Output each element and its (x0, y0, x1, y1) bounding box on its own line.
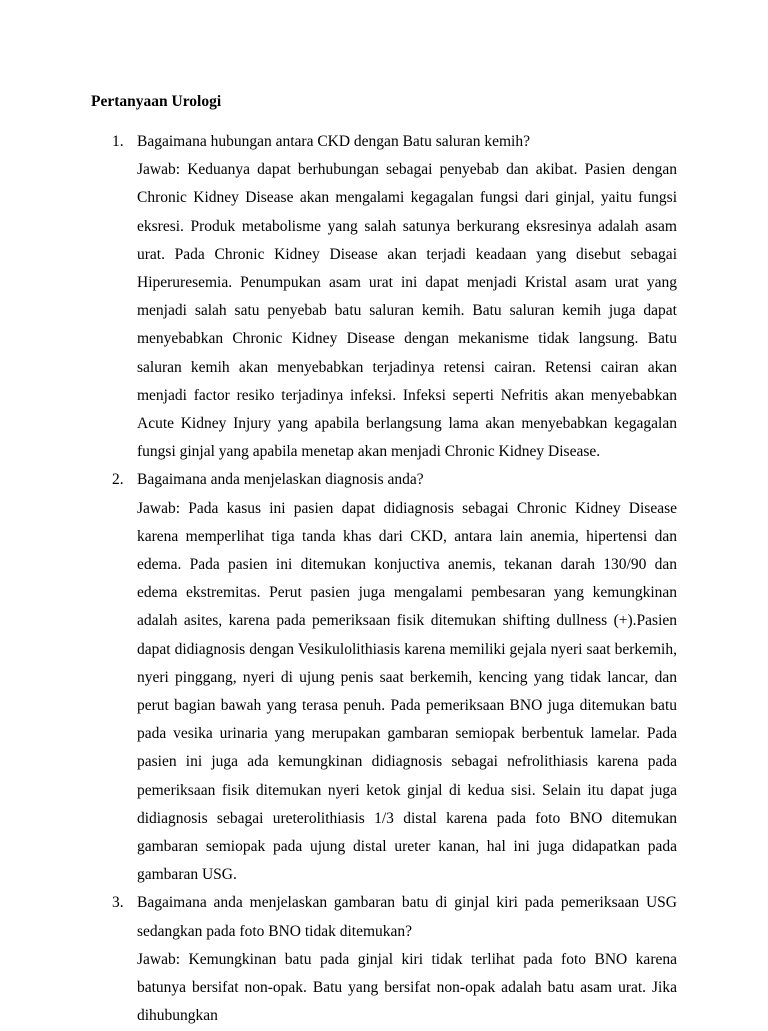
question-item-1 (0, 128, 768, 466)
question-item-3 (0, 889, 768, 1030)
document-title: Pertanyaan Urologi (91, 93, 222, 110)
question-list (0, 128, 768, 1031)
question-body (137, 466, 677, 889)
question-number: 1. (112, 133, 124, 150)
question-number: 2. (112, 471, 124, 489)
question-body (137, 889, 677, 1030)
question-text: Bagaimana hubungan antara CKD dengan Batu saluran kemih? (137, 133, 530, 150)
question-text: Bagaimana anda menjelaskan diagnosis anda? (137, 471, 424, 489)
answer-text: Jawab: Keduanya dapat berhubungan sebagai penyebab dan akibat. Pasien dengan Chronic Kidney Disease akan mengalami kegagalan fungsi dari ginjal, yaitu fungsi eksresi. Produk metabolisme yang salah satunya berkurang eksresinya adalah asam urat. Pada Chronic Kidney Disease akan terjadi keadaan yang disebut sebagai Hiperuresemia. Penumpukan asam urat ini dapat menjadi Kristal asam urat yang menjadi salah satu penyebab batu saluran kemih. Batu saluran kemih juga dapat menyebabkan Chronic Kidney Disease dengan mekanisme tidak langsung. Batu saluran kemih akan menyebabkan terjadinya retensi cairan. Retensi cairan akan menjadi factor resiko terjadinya infeksi. Infeksi seperti Nefritis akan menyebabkan Acute Kidney Injury yang apabila berlangsung lama akan menyebabkan kegagalan fungsi ginjal yang apabila menetap akan menjadi Chronic Kidney Disease. (137, 161, 677, 461)
answer-text: Jawab: Kemungkinan batu pada ginjal kiri tidak terlihat pada foto BNO karena batunya bersifat non-opak. Batu yang bersifat non-opak adalah batu asam urat. Jika dihubungkan (137, 950, 677, 1025)
question-body (137, 128, 677, 466)
answer-text: Jawab: Pada kasus ini pasien dapat didiagnosis sebagai Chronic Kidney Disease karena memperlihat tiga tanda khas dari CKD, antara lain anemia, hipertensi dan edema. Pada pasien ini ditemukan konjuctiva anemis, tekanan darah 130/90 dan edema ekstremitas. Perut pasien juga mengalami pembesaran yang kemungkinan adalah asites, karena pada pemeriksaan fisik ditemukan shifting dullness (+).Pasien dapat didiagnosis dengan Vesikulolithiasis karena memiliki gejala nyeri saat berkemih, nyeri pinggang, nyeri di ujung penis saat berkemih, kencing yang tidak lancar, dan perut bagian bawah yang terasa penuh. Pada pemeriksaan BNO juga ditemukan batu pada vesika urinaria yang merupakan gambaran semiopak berbentuk lamelar. Pada pasien ini juga ada kemungkinan didiagnosis sebagai nefrolithiasis karena pada pemeriksaan fisik ditemukan nyeri ketok ginjal di kedua sisi. Selain itu dapat juga didiagnosis sebagai ureterolithiasis 1/3 distal karena pada foto BNO ditemukan gambaran semiopak pada ujung distal ureter kanan, hal ini juga didapatkan pada gambaran USG. (137, 499, 677, 884)
question-text: Bagaimana anda menjelaskan gambaran batu di ginjal kiri pada pemeriksaan USG sedangkan pada foto BNO tidak ditemukan? (137, 894, 677, 940)
question-number: 3. (112, 894, 124, 912)
question-item-2 (0, 466, 768, 889)
